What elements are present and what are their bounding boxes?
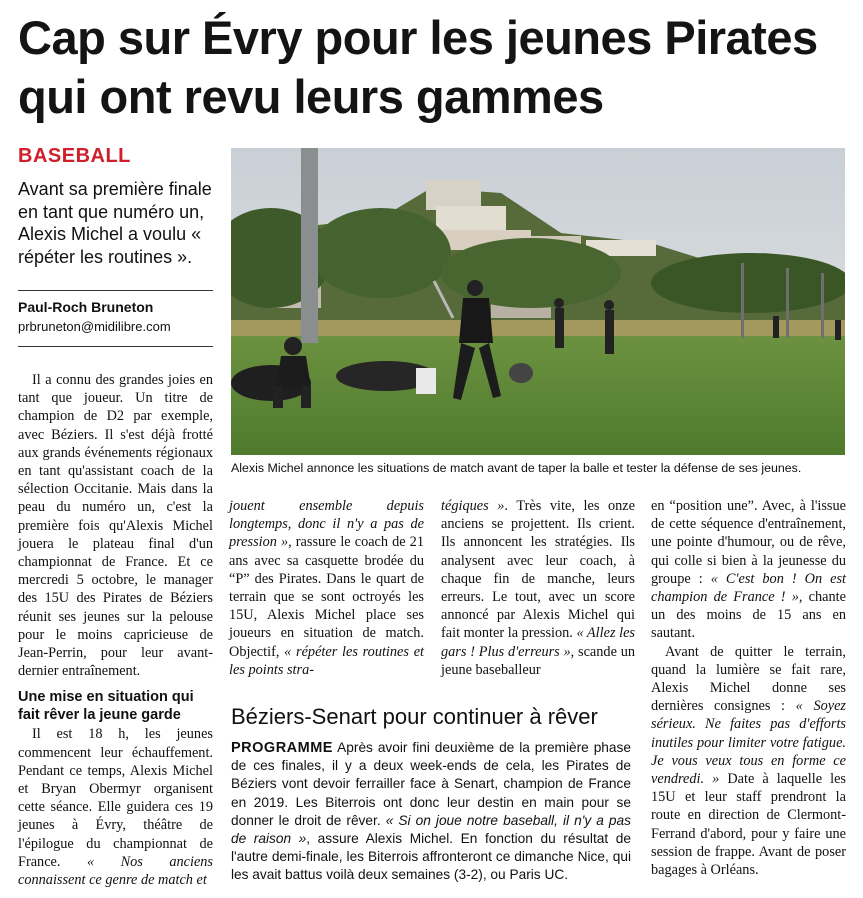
paragraph: [651, 643, 846, 880]
quote: « Allez les gars ! Plus d'erreurs »: [441, 625, 635, 660]
headline: Cap sur Évry pour les jeunes Pirates qui ont revu leurs gammes: [18, 11, 818, 123]
paragraph: [651, 497, 846, 643]
article-column-2: [229, 497, 424, 679]
divider: [18, 346, 213, 347]
paragraph: [441, 497, 635, 679]
article-lead: Avant sa première finale en tant que numéro un, Alexis Michel a voulu « répéter les routines ».: [18, 179, 212, 267]
paragraph-text: , rassure le coach de 21 ans avec sa casquette brodée du “P” des Pirates. Dans le quart de terrain que se sont octroyés les 15U, Alexis Michel place ses joueurs en situation de match. Objectif,: [229, 534, 424, 660]
paragraph: Il a connu des grandes joies en tant que joueur. Un titre de champion de D2 par exemple, avec Béziers. Il s'est déjà frotté aux grands événements régionaux en tant qu'assistant coach de la sélection Occitanie. Mais dans la peau du numéro un, c'est la première fois qu'Alexis Michel jouera le plateau final d'un championnat de France. Et ce mercredi 5 octobre, le manager des 15U des Pirates de Béziers réunit ses jeunes sur la pelouse pour le moins capricieuse de Jean-Perrin, pour leur avant-dernier entraînement.: [18, 372, 213, 680]
section-rubric: BASEBALL: [18, 145, 131, 167]
paragraph-text: . Très vite, les onze anciens se projettent. Ils crient. Ils annoncent les stratégies. Ils analysent avec leur coach, à chaque fin de manche, leurs erreurs. Le tout, avec un score annoncé par Alexis Michel qui fait monter la pression.: [441, 498, 635, 642]
photo-caption: Alexis Michel annonce les situations de match avant de taper la balle et tester la défense de ses jeunes.: [231, 461, 802, 475]
quote: « Nos anciens connaissent ce genre de match et: [18, 853, 213, 889]
subheading: Une mise en situation qui fait rêver la jeune garde: [18, 689, 194, 724]
paragraph-text: Date à laquelle les 15U et leur staff prendront la route en direction de Clermont-Ferrand d'abord, pour y faire une session de frappe. Avant de poser bagages à Orléans.: [651, 771, 846, 879]
quote: « Soyez sérieux. Ne faites pas d'efforts inutiles pour limiter votre fatigue. Je vous veux tous en forme ce vendredi. »: [651, 698, 846, 788]
article-column-4: [651, 497, 846, 879]
article-column-1: [18, 371, 213, 889]
paragraph-text: , scande un jeune baseballeur: [441, 643, 635, 678]
paragraph: [229, 497, 424, 679]
paragraph-text: Avant de quitter le terrain, quand la lumière se fait rare, Alexis Michel donne ses dernières consignes :: [651, 643, 846, 715]
box-text: , assure Alexis Michel. En fonction du résultat de l'autre demi-finale, les Biterrois affronteront ce dimanche Nice, qui les avait battus voilà deux semaines (3-2), ou Paris UC.: [231, 831, 631, 883]
paragraph-text: Il est 18 h, les jeunes commencent leur échauffement. Pendant ce temps, Alexis Michel et Bryan Obermyr organisent cette séance. Elle guidera ces 19 jeunes à Évry, théâtre de l'épilogue du championnat de France.: [18, 726, 213, 870]
paragraph: [18, 725, 213, 889]
baseball-practice-image: [231, 148, 845, 455]
quote: « C'est bon ! On est champion de France ! »: [651, 570, 847, 606]
paragraph-text: , chante un des moins de 15 ans en sautant.: [651, 589, 846, 642]
author-email[interactable]: prbruneton@midilibre.com: [18, 319, 171, 334]
box-label: PROGRAMME: [231, 740, 333, 756]
author-name: Paul-Roch Bruneton: [18, 299, 154, 315]
quote: « Si on joue notre baseball, il n'y a pas de raison »: [231, 812, 631, 847]
programme-box: [231, 739, 631, 885]
box-text: Après avoir fini deuxième de la première phase de ces finales, il y a deux week-ends de cela, les Pirates de Béziers vont devoir ferrailler face à Senart, champion de France en 2019. Les Biterrois ont donc leur destin en main pour se donner le droit de rêver.: [231, 740, 631, 828]
divider: [18, 290, 213, 291]
quote: tégiques »: [441, 498, 505, 514]
article-photo: [231, 148, 845, 455]
quote: jouent ensemble depuis longtemps, donc il n'y a pas de pression »: [229, 498, 424, 551]
article-column-3: [441, 497, 635, 679]
paragraph-text: en “position une”. Avec, à l'issue de cette séquence d'entraînement, une pointe d'humour, ou de rêve, qui colle si bien à la jeunesse du groupe :: [651, 498, 846, 587]
box-title: Béziers-Senart pour continuer à rêver: [231, 704, 598, 729]
quote: « répéter les routines et les points stra-: [229, 643, 425, 678]
